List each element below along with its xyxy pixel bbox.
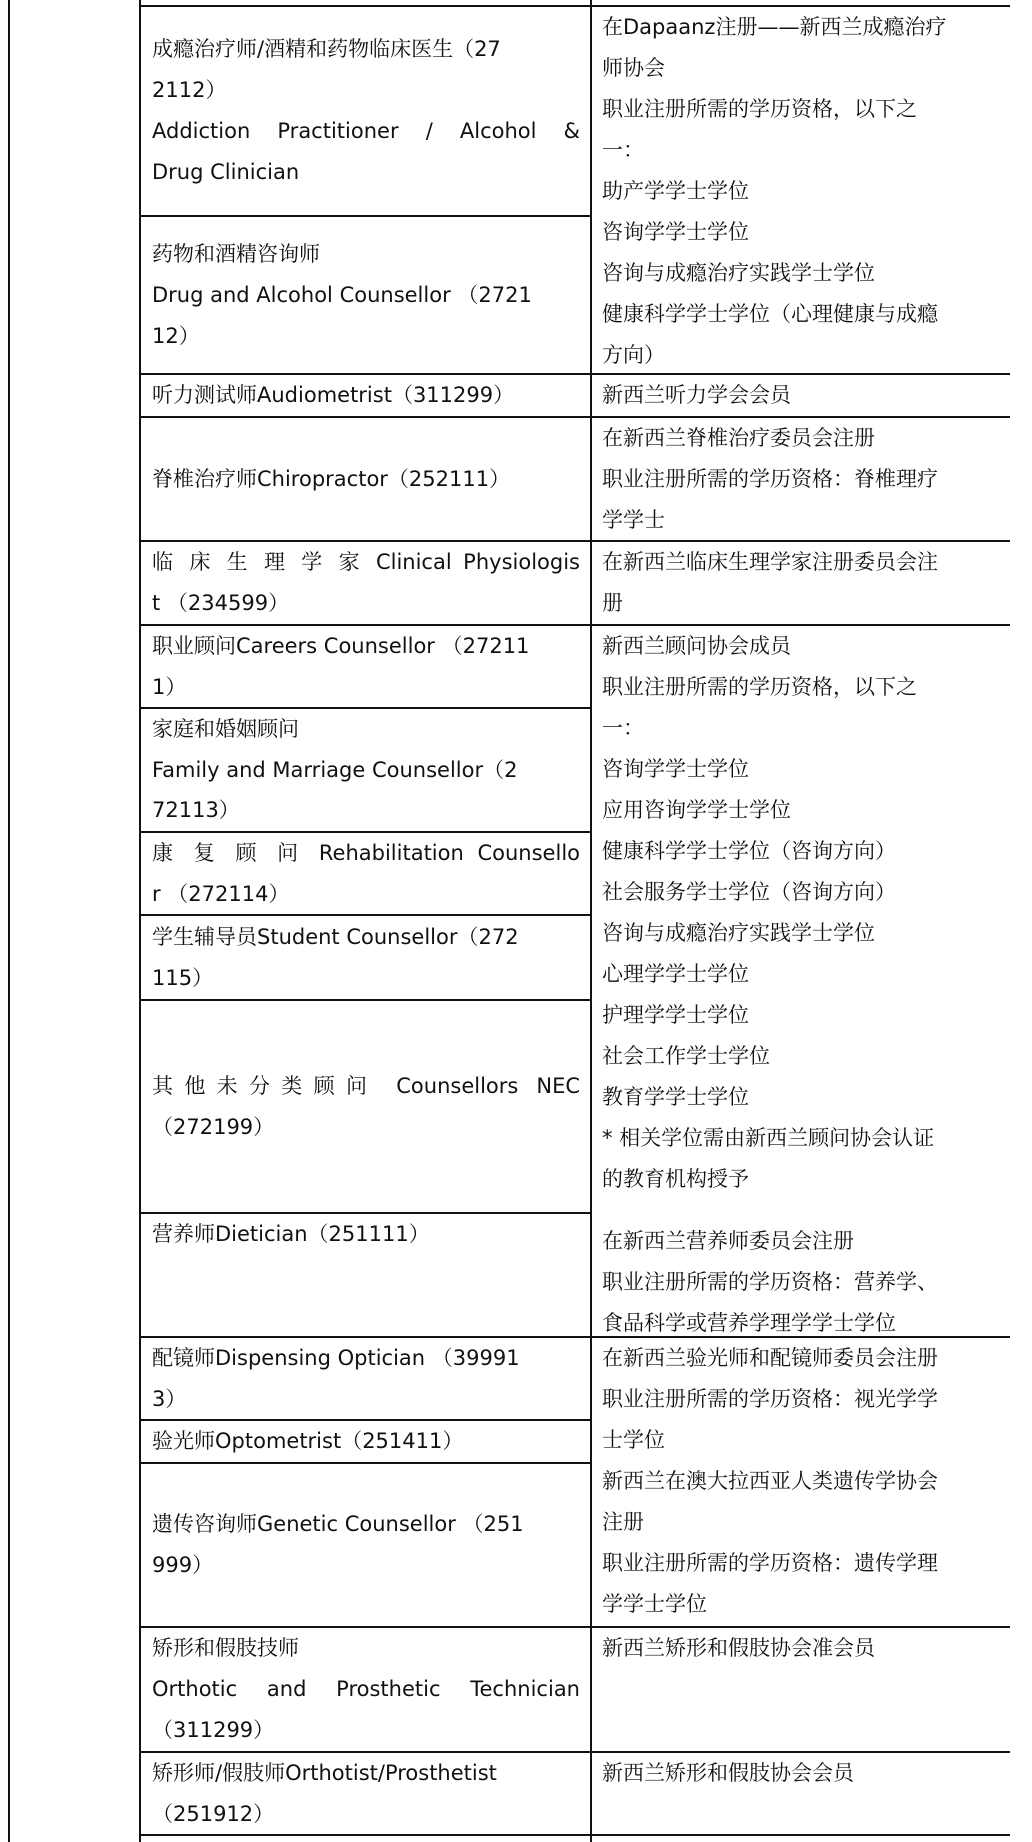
cell-text: Drug Clinician <box>152 160 300 184</box>
cell-text: 验光师Optometrist（251411） <box>152 1429 464 1453</box>
cell-text: Family and Marriage Counsellor（2 <box>152 757 518 782</box>
cell-text: 职业注册所需的学历资格，以下之 <box>602 97 917 121</box>
cell-text: 新西兰矫形和假肢协会准会员 <box>602 1636 875 1660</box>
occupation-cell-optometrist <box>141 1421 590 1462</box>
cell-text: 职业注册所需的学历资格，以下之 <box>602 675 917 699</box>
cell-text: 的教育机构授予 <box>602 1167 749 1191</box>
cell-text: 职业注册所需的学历资格：遗传学理 <box>602 1551 938 1575</box>
cell-text: 一： <box>602 138 644 162</box>
occupation-cell-rehabilitation-counsellor <box>141 833 590 914</box>
cell-text: 一： <box>602 716 644 740</box>
cell-text: * 相关学位需由新西兰顾问协会认证 <box>602 1126 935 1150</box>
cell-text: 3） <box>152 1386 187 1411</box>
requirement-cell-dietitians-board <box>592 1213 1010 1336</box>
cell-text: 在新西兰验光师和配镜师委员会注册 <box>602 1346 938 1370</box>
cell-text: r （272114） <box>152 881 290 906</box>
table-outer-left-border <box>8 0 10 1842</box>
cell-text: 新西兰矫形和假肢协会会员 <box>602 1761 854 1785</box>
cell-text: 心理学学士学位 <box>602 962 749 986</box>
cell-text: 注册 <box>602 1510 644 1534</box>
cell-text: 在新西兰营养师委员会注册 <box>602 1229 854 1253</box>
cell-text: 咨询学学士学位 <box>602 757 749 781</box>
cell-text: 方向） <box>602 343 665 367</box>
occupation-cell-careers-counsellor <box>141 626 590 707</box>
cell-text: 新西兰顾问协会成员 <box>602 634 791 658</box>
cell-text: 配镜师Dispensing Optician （39991 <box>152 1346 520 1370</box>
cell-text: 家庭和婚姻顾问 <box>152 717 299 741</box>
cell-text: Orthotic and Prosthetic Technician <box>152 1677 580 1701</box>
cell-text: 师协会 <box>602 56 665 80</box>
cell-text: 学生辅导员Student Counsellor（272 <box>152 924 519 949</box>
cell-text: 临 床 生 理 学 家 Clinical Physiologis <box>152 550 580 574</box>
cell-text: 矫形师/假肢师Orthotist/Prosthetist <box>152 1761 497 1785</box>
cell-text: 矫形和假肢技师 <box>152 1636 299 1660</box>
cell-text: 在Dapaanz注册——新西兰成瘾治疗 <box>602 15 947 39</box>
cell-text: 社会工作学士学位 <box>602 1044 770 1068</box>
cell-text: （311299） <box>152 1718 275 1742</box>
cell-text: 助产学学士学位 <box>602 179 749 203</box>
cell-text: 2112） <box>152 78 227 102</box>
cell-text: 职业注册所需的学历资格：脊椎理疗 <box>602 467 938 491</box>
requirement-cell-audiology <box>592 375 1010 416</box>
occupation-cell-student-counsellor <box>141 916 590 999</box>
cell-text: 咨询学学士学位 <box>602 220 749 244</box>
cell-text: 药物和酒精咨询师 <box>152 241 320 266</box>
cell-text: 学学士学位 <box>602 1592 707 1616</box>
cell-text: （251912） <box>152 1801 275 1826</box>
cell-text: 72113） <box>152 798 240 823</box>
cell-text: 学学士 <box>602 508 665 532</box>
cell-text: 咨询与成瘾治疗实践学士学位 <box>602 921 875 945</box>
occupation-cell-audiometrist <box>141 375 590 416</box>
cell-text: 护理学学士学位 <box>602 1003 749 1027</box>
occupation-cell-orthotic-prosthetic-technician <box>141 1628 590 1751</box>
cell-text: （272199） <box>152 1114 275 1139</box>
cell-text: 其他未分类顾问 Counsellors NEC <box>152 1073 580 1098</box>
cell-text: 999） <box>152 1553 214 1577</box>
cell-text: 在新西兰脊椎治疗委员会注册 <box>602 426 875 450</box>
cell-text: 职业顾问Careers Counsellor （27211 <box>152 634 530 658</box>
cell-text: 健康科学学士学位（心理健康与成瘾 <box>602 302 938 326</box>
occupation-cell-drug-alcohol-counsellor <box>141 217 590 373</box>
cell-text: 康 复 顾 问 Rehabilitation Counsello <box>152 841 580 865</box>
occupation-cell-counsellors-nec <box>141 1001 590 1212</box>
cell-text: Addiction Practitioner / Alcohol & <box>152 119 580 143</box>
cell-text: 新西兰在澳大拉西亚人类遗传学协会 <box>602 1469 938 1493</box>
requirement-cell-chiro-board <box>592 418 1010 540</box>
cell-text: Drug and Alcohol Counsellor （2721 <box>152 282 532 307</box>
occupation-cell-clinical-physiologist <box>141 542 590 624</box>
cell-text: 听力测试师Audiometrist（311299） <box>152 383 515 407</box>
cell-text: 册 <box>602 591 623 615</box>
cell-text: 在新西兰临床生理学家注册委员会注 <box>602 550 938 574</box>
cell-text: 咨询与成瘾治疗实践学士学位 <box>602 261 875 285</box>
requirement-cell-dapaanz <box>592 7 1010 373</box>
requirement-cell-optometrists-board-genetics <box>592 1338 1010 1626</box>
occupation-cell-genetic-counsellor <box>141 1464 590 1626</box>
occupation-cell-addiction-practitioner <box>141 7 590 215</box>
cell-text: 应用咨询学学士学位 <box>602 798 791 822</box>
requirement-cell-orthotic-member <box>592 1753 1010 1834</box>
cell-text: 教育学学士学位 <box>602 1085 749 1109</box>
occupation-cell-dietician <box>141 1214 590 1336</box>
cell-text: 115） <box>152 965 214 990</box>
cell-text: t （234599） <box>152 591 290 615</box>
cell-text: 1） <box>152 674 187 699</box>
cell-text: 新西兰听力学会会员 <box>602 383 791 407</box>
occupation-cell-chiropractor <box>141 418 590 540</box>
cell-text: 职业注册所需的学历资格：营养学、 <box>602 1270 938 1294</box>
cell-text: 健康科学学士学位（咨询方向） <box>602 839 896 863</box>
cell-text: 遗传咨询师Genetic Counsellor （251 <box>152 1512 524 1536</box>
requirement-cell-orthotic-associate <box>592 1628 1010 1751</box>
cell-text: 社会服务学士学位（咨询方向） <box>602 880 896 904</box>
cell-text: 脊椎治疗师Chiropractor（252111） <box>152 466 511 491</box>
cell-text: 12） <box>152 323 200 348</box>
requirement-cell-counsellors-association <box>592 626 1010 1206</box>
cell-text: 食品科学或营养学理学学士学位 <box>602 1311 896 1335</box>
cell-text: 成瘾治疗师/酒精和药物临床医生（27 <box>152 37 501 61</box>
cell-text: 营养师Dietician（251111） <box>152 1222 430 1246</box>
occupation-cell-family-marriage-counsellor <box>141 709 590 831</box>
requirement-cell-clinical-physiologist-board <box>592 542 1010 624</box>
occupation-cell-orthotist-prosthetist <box>141 1753 590 1834</box>
cell-text: 士学位 <box>602 1428 665 1452</box>
occupation-cell-dispensing-optician <box>141 1338 590 1419</box>
cell-text: 职业注册所需的学历资格：视光学学 <box>602 1387 938 1411</box>
row-divider <box>139 1834 1010 1836</box>
